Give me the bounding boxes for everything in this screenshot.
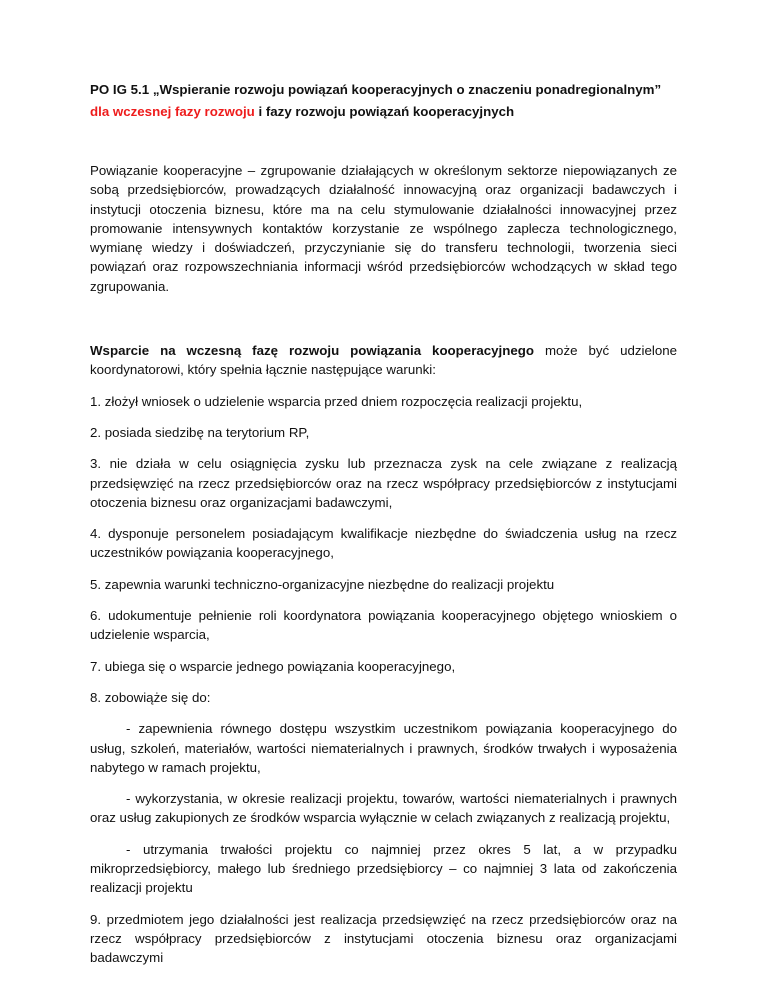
condition-item-2: 2. posiada siedzibę na terytorium RP, [90, 424, 310, 440]
obligation-item-2: - wykorzystania, w okresie realizacji projektu, towarów, wartości niematerialnych i prawnych oraz usług zakupionych ze środków wsparcia wyłącznie w celach związanych z realizacją projektu, [90, 791, 677, 826]
obligation-item-3: - utrzymania trwałości projektu co najmniej przez okres 5 lat, a w przypadku mikroprzedsiębiorcy, małego lub średniego przedsiębiorcy – co najmniej 3 lata od zakończenia realizacji projektu [90, 841, 677, 896]
obligation-item-1: - zapewnienia równego dostępu wszystkim uczestnikom powiązania kooperacyjnego do usług, szkoleń, materiałów, wartości niematerialnych i prawnych, środków trwałych i wyposażenia nabytego w ramach projektu, [90, 721, 677, 775]
condition-item-3: 3. nie działa w celu osiągnięcia zysku lub przeznacza zysk na cele związane z realizacją przedsięwzięć na rzecz przedsiębiorców oraz na rzecz współpracy przedsiębiorców z instytucjami otoczenia biznesu oraz organizacjami badawczymi, [90, 456, 677, 510]
definition-paragraph: Powiązanie kooperacyjne – zgrupowanie działających w określonym sektorze niepowiązanych ze sobą przedsiębiorców, prowadzących działalność innowacyjną oraz organizacji badawczych i instytucji otoczenia biznesu, które ma na celu stymulowanie działalności innowacyjnej przez promowanie intensywnych kontaktów korzystanie ze wspólnego zaplecza technologicznego, wymianę wiedzy i doświadczeń, przyczynianie się do transferu technologii, tworzenia sieci powiązań oraz rozpowszechniania informacji wśród przedsiębiorców wchodzących w skład tego zgrupowania. [90, 163, 677, 294]
condition-item-7: 7. ubiega się o wsparcie jednego powiązania kooperacyjnego, [90, 658, 456, 674]
title-line-1: PO IG 5.1 „Wspieranie rozwoju powiązań kooperacyjnych o znaczeniu ponadregionalnym” [90, 82, 662, 97]
intro-rest: może być udzielone koordynatorowi, który spełnia łącznie następujące warunki: [90, 343, 678, 378]
intro-paragraph [90, 341, 677, 380]
condition-item-6: 6. udokumentuje pełnienie roli koordynatora powiązania kooperacyjnego objętego wnioskiem o udzielenie wsparcia, [90, 608, 677, 643]
condition-item-8: 8. zobowiąże się do: [90, 689, 211, 705]
condition-item-4: 4. dysponuje personelem posiadającym kwalifikacje niezbędne do świadczenia usług na rzecz uczestników powiązania kooperacyjnego, [90, 526, 677, 561]
condition-item-1: 1. złożył wniosek o udzielenie wsparcia przed dniem rozpoczęcia realizacji projektu, [90, 393, 583, 409]
condition-item-9: 9. przedmiotem jego działalności jest realizacja przedsięwzięć na rzecz przedsiębiorców oraz na rzecz współpracy przedsiębiorców z instytucjami otoczenia biznesu oraz organizacjami badawczymi [90, 911, 677, 966]
title-line-2: i fazy rozwoju powiązań kooperacyjnych [254, 104, 515, 119]
title-highlight: dla wczesnej fazy rozwoju [90, 104, 255, 119]
intro-bold: Wsparcie na wczesną fazę rozwoju powiązania kooperacyjnego [90, 343, 535, 359]
document-title [90, 79, 677, 123]
condition-item-5: 5. zapewnia warunki techniczno-organizacyjne niezbędne do realizacji projektu [90, 576, 555, 592]
